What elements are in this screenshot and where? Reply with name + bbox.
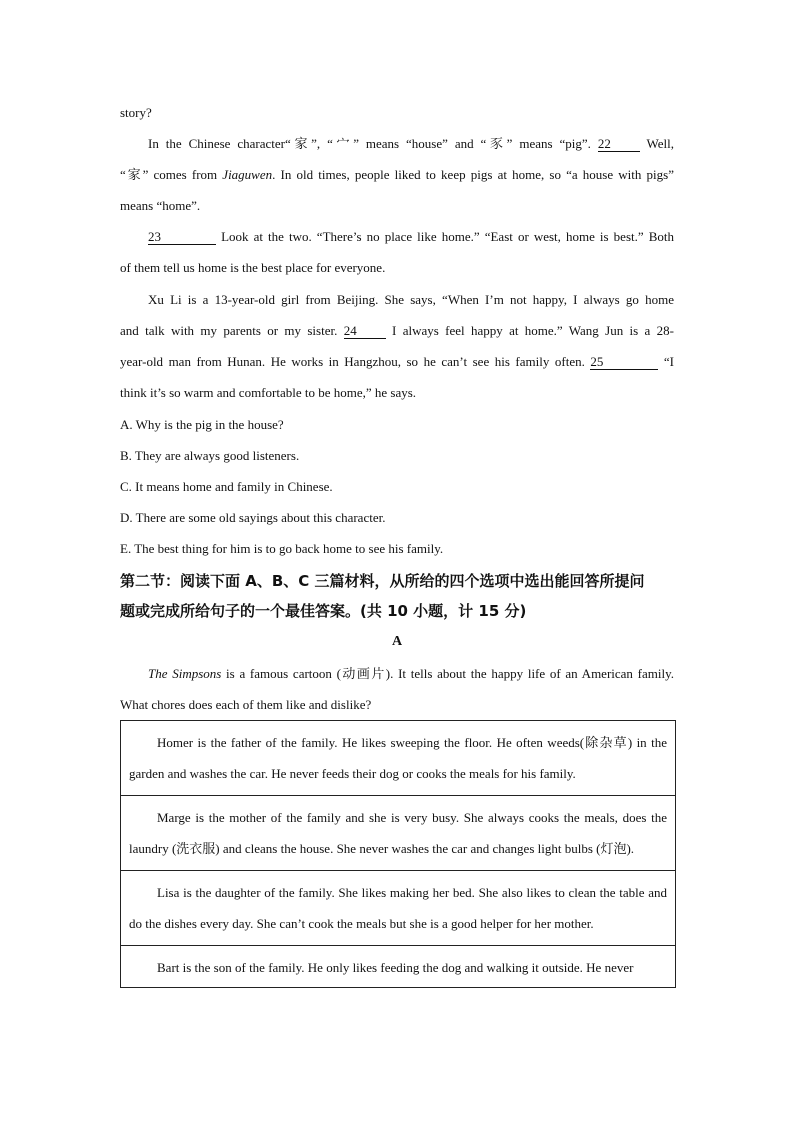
p3-line-2 — [120, 322, 674, 340]
p1-line-3: means “home”. — [120, 198, 201, 213]
row-text-bart: Bart is the son of the family. He only likes feeding the dog and walking it outside. He never — [157, 960, 634, 975]
table-cell — [121, 721, 676, 796]
row-text-homer: Homer is the father of the family. He likes sweeping the floor. He often weeds(除杂草) in the garden and washes the car. He never feeds their dog or cooks the meals for his family. — [129, 735, 667, 781]
p3-text: “I — [658, 354, 674, 369]
table-row — [121, 796, 676, 871]
blank-22[interactable]: 22 — [598, 137, 640, 152]
p1-text: In the Chinese character“家”, “宀” means “house” and “豕” means “pig”. — [148, 136, 598, 151]
p3-text: and talk with my parents or my sister. — [120, 323, 344, 338]
table-cell — [121, 871, 676, 946]
table-row — [121, 871, 676, 946]
option-c[interactable]: C. It means home and family in Chinese. — [120, 479, 333, 494]
blank-24[interactable]: 24 — [344, 324, 386, 339]
table-row — [121, 946, 676, 988]
passage-intro-line-2: What chores does each of them like and dislike? — [120, 697, 372, 712]
passage-label: A — [391, 634, 403, 649]
story-tail: story? — [120, 105, 152, 120]
table-cell — [121, 946, 676, 988]
p1-text: . In old times, people liked to keep pigs at home, so “a house with pigs” — [272, 167, 674, 182]
section-2-heading-line-1: 第二节：阅读下面 A、B、C 三篇材料，从所给的四个选项中选出能回答所提问 — [120, 572, 645, 590]
option-b[interactable]: B. They are always good listeners. — [120, 448, 300, 463]
p1-text: “家” comes from — [120, 167, 223, 182]
blank-25[interactable]: 25 — [590, 355, 658, 370]
row-text-marge: Marge is the mother of the family and she is very busy. She always cooks the meals, does the laundry (洗衣服) and cleans the house. She never washes the car and changes light bulbs (灯泡). — [129, 810, 667, 856]
p3-line-4: think it’s so warm and comfortable to be home,” he says. — [120, 385, 417, 400]
p1-line-2 — [120, 166, 674, 184]
jiaguwen-term: Jiaguwen — [222, 167, 273, 182]
table-cell — [121, 796, 676, 871]
option-d[interactable]: D. There are some old sayings about this character. — [120, 510, 386, 525]
passage-intro-line-1 — [148, 665, 674, 683]
section-2-heading-line-2: 题或完成所给句子的一个最佳答案。(共 10 小题，计 15 分) — [120, 602, 527, 620]
p1-line-1 — [148, 135, 674, 153]
p3-text: I always feel happy at home.” Wang Jun is a 28- — [385, 323, 674, 338]
p2-line-2: of them tell us home is the best place for everyone. — [120, 260, 386, 275]
p3-line-1: Xu Li is a 13-year-old girl from Beijing. She says, “When I’m not happy, I always go home — [148, 292, 674, 307]
intro-text: is a famous cartoon (动画片). It tells about the happy life of an American family. — [221, 666, 674, 681]
p2-line-1 — [148, 228, 674, 246]
option-e[interactable]: E. The best thing for him is to go back home to see his family. — [120, 541, 444, 556]
row-text-lisa: Lisa is the daughter of the family. She likes making her bed. She also likes to clean the table and do the dishes every day. She can’t cook the meals but she is a good helper for her mother. — [129, 885, 667, 931]
option-a[interactable]: A. Why is the pig in the house? — [120, 417, 284, 432]
p3-text: year-old man from Hunan. He works in Hangzhou, so he can’t see his family often. — [120, 354, 591, 369]
chores-table — [120, 720, 676, 988]
p3-line-3 — [120, 353, 674, 371]
p2-text: Look at the two. “There’s no place like home.” “East or west, home is best.” Both — [216, 229, 674, 244]
table-row — [121, 721, 676, 796]
p1-text: Well, — [639, 136, 674, 151]
cartoon-title: The Simpsons — [148, 666, 222, 681]
blank-23[interactable]: 23 — [148, 230, 216, 245]
